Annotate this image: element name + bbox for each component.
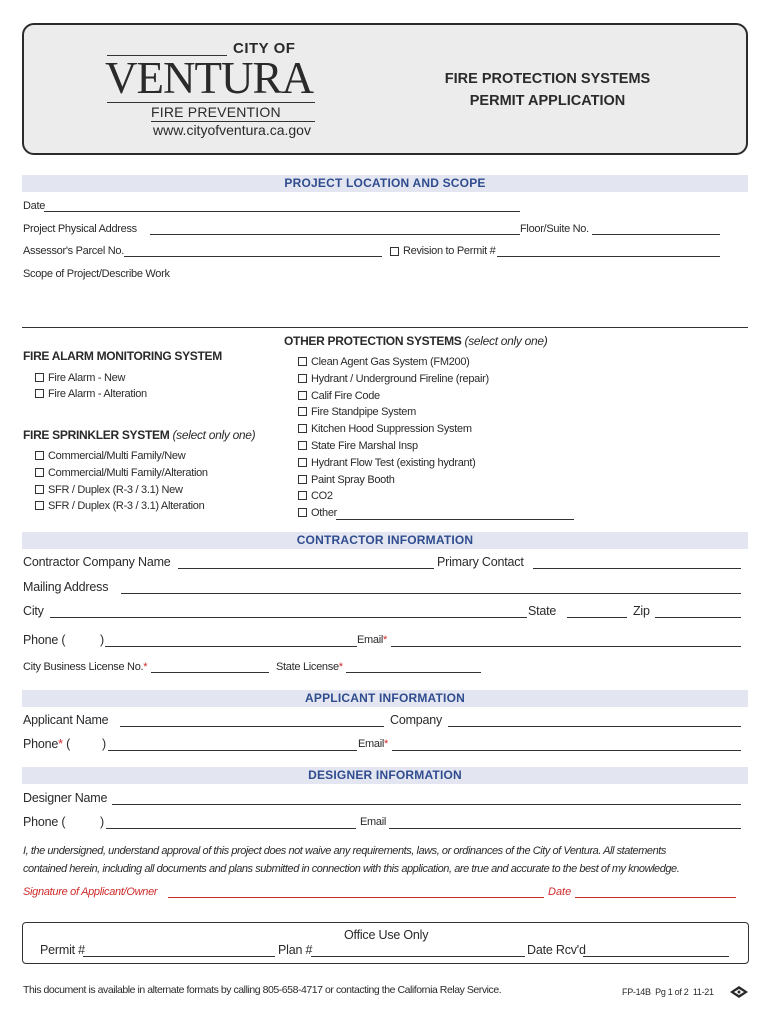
other-systems-title	[284, 334, 547, 348]
business-license-text: City Business License No.	[23, 661, 144, 673]
contractor-section-title: CONTRACTOR INFORMATION	[22, 532, 748, 549]
phone-open: (	[66, 737, 71, 751]
applicant-section-title: APPLICANT INFORMATION	[22, 690, 748, 707]
revision-checkbox[interactable]	[390, 247, 399, 256]
signature-label: Signature of Applicant/Owner	[23, 886, 158, 898]
other-option[interactable]	[298, 490, 333, 502]
floor-label: Floor/Suite No.	[520, 223, 589, 235]
declaration-line1: I, the undersigned, understand approval of this project does not waive any requirements, laws, or ordinances of the City of Ventura. All statements	[23, 845, 666, 857]
state-field[interactable]	[567, 617, 627, 618]
primary-contact-label: Primary Contact	[437, 555, 524, 569]
required-mark: *	[383, 634, 387, 646]
fire-alarm-option[interactable]	[35, 372, 125, 384]
address-label: Project Physical Address	[23, 223, 137, 235]
other-option[interactable]	[298, 406, 416, 418]
applicant-email-field[interactable]	[392, 750, 741, 751]
office-plan-label: Plan #	[278, 943, 313, 957]
applicant-name-label: Applicant Name	[23, 713, 109, 727]
email-label-text: Email	[357, 634, 384, 646]
state-license-label	[276, 661, 343, 673]
office-permit-field[interactable]	[83, 956, 275, 957]
other-systems-title-text: OTHER PROTECTION SYSTEMS	[284, 334, 462, 348]
footer-form-id	[622, 987, 714, 997]
sprinkler-option[interactable]	[35, 484, 183, 496]
option-label: Clean Agent Gas System (FM200)	[311, 356, 470, 368]
option-label: Hydrant / Underground Fireline (repair)	[311, 373, 489, 385]
form-title	[395, 68, 700, 112]
checkbox-icon[interactable]	[35, 451, 44, 460]
applicant-phone-field[interactable]	[108, 750, 357, 751]
logo-website: www.cityofventura.ca.gov	[153, 122, 311, 138]
checkbox-icon[interactable]	[298, 357, 307, 366]
other-option[interactable]	[298, 474, 395, 486]
other-option[interactable]	[298, 423, 472, 435]
checkbox-icon[interactable]	[35, 373, 44, 382]
business-license-label	[23, 661, 147, 673]
checkbox-icon[interactable]	[298, 407, 307, 416]
page-number: Pg 1 of 2	[655, 987, 689, 997]
declaration-line2: contained herein, including all documents and plans submitted in connection with this application, are true and accurate to the best of my knowledge.	[23, 863, 680, 875]
signature-date-field[interactable]	[575, 897, 736, 898]
contractor-company-label: Contractor Company Name	[23, 555, 171, 569]
business-license-field[interactable]	[151, 672, 269, 673]
logo-city-of: CITY OF	[233, 40, 296, 57]
option-label: Fire Alarm - New	[48, 372, 126, 384]
checkbox-icon[interactable]	[298, 458, 307, 467]
designer-phone-label: Phone (	[23, 815, 66, 829]
option-label: Calif Fire Code	[311, 390, 380, 402]
phone-label-text: Phone	[23, 737, 59, 751]
signature-field[interactable]	[168, 897, 544, 898]
form-title-line1: FIRE PROTECTION SYSTEMS	[444, 71, 651, 87]
scope-label: Scope of Project/Describe Work	[23, 268, 170, 280]
other-option[interactable]	[298, 457, 475, 469]
designer-name-label: Designer Name	[23, 791, 108, 805]
contractor-company-field[interactable]	[178, 568, 434, 569]
applicant-email-label	[358, 738, 388, 750]
other-option[interactable]	[298, 440, 418, 452]
designer-email-label: Email	[360, 816, 387, 828]
applicant-phone-close: )	[102, 737, 106, 751]
form-id: FP-14B	[622, 987, 651, 997]
fire-sprinkler-title	[23, 428, 255, 442]
option-label: SFR / Duplex (R-3 / 3.1) New	[48, 484, 183, 496]
project-section-title: PROJECT LOCATION AND SCOPE	[22, 175, 748, 192]
other-option[interactable]	[298, 507, 337, 519]
office-use-title: Office Use Only	[344, 928, 429, 942]
option-label: Hydrant Flow Test (existing hydrant)	[311, 457, 476, 469]
checkbox-icon[interactable]	[298, 491, 307, 500]
other-systems-note: (select only one)	[464, 334, 548, 348]
footer-notice: This document is available in alternate formats by calling 805-658-4717 or contacting the California Relay Service.	[23, 984, 502, 996]
contractor-email-label	[357, 634, 387, 646]
option-label: Paint Spray Booth	[311, 474, 395, 486]
option-label: State Fire Marshal Insp	[311, 440, 418, 452]
mailing-label: Mailing Address	[23, 580, 109, 594]
option-label: Fire Standpipe System	[311, 406, 416, 418]
office-permit-label: Permit #	[40, 943, 85, 957]
checkbox-icon[interactable]	[298, 441, 307, 450]
city-field[interactable]	[50, 617, 527, 618]
required-mark: *	[58, 737, 63, 751]
option-label: CO2	[311, 490, 333, 502]
option-label: Other	[311, 507, 338, 519]
state-label: State	[528, 604, 557, 618]
designer-phone-field[interactable]	[106, 828, 356, 829]
form-title-line2: PERMIT APPLICATION	[469, 93, 626, 109]
fire-sprinkler-title-text: FIRE SPRINKLER SYSTEM	[23, 428, 170, 442]
option-label: Kitchen Hood Suppression System	[311, 423, 472, 435]
other-option[interactable]	[298, 390, 380, 402]
floor-field[interactable]	[592, 234, 720, 235]
contractor-email-field[interactable]	[391, 646, 741, 647]
parcel-label: Assessor's Parcel No.	[23, 245, 124, 257]
option-label: Commercial/Multi Family/New	[48, 450, 186, 462]
checkbox-icon[interactable]	[298, 508, 307, 517]
required-mark: *	[143, 661, 148, 673]
revision-date: 11-21	[692, 987, 714, 997]
required-mark: *	[338, 661, 343, 673]
applicant-company-label: Company	[390, 713, 443, 727]
city-label: City	[23, 604, 44, 618]
contractor-phone-label: Phone (	[23, 633, 66, 647]
checkbox-icon[interactable]	[298, 374, 307, 383]
checkbox-icon[interactable]	[298, 391, 307, 400]
other-field[interactable]	[336, 519, 574, 520]
logo-ventura: VENTURA	[105, 53, 313, 103]
date-label: Date	[23, 200, 46, 212]
fire-sprinkler-note: (select only one)	[172, 428, 256, 442]
state-license-text: State License	[276, 661, 339, 673]
scope-divider	[22, 327, 748, 328]
other-option[interactable]	[298, 356, 470, 368]
mailing-field[interactable]	[121, 593, 741, 594]
sprinkler-option[interactable]	[35, 467, 208, 479]
applicant-phone-label	[23, 737, 70, 751]
accessibility-icon	[729, 985, 749, 999]
date-field[interactable]	[44, 211, 520, 212]
state-license-field[interactable]	[346, 672, 481, 673]
logo-fire-prevention: FIRE PREVENTION	[151, 104, 281, 120]
designer-email-field[interactable]	[389, 828, 741, 829]
applicant-name-field[interactable]	[120, 726, 384, 727]
checkbox-icon[interactable]	[35, 485, 44, 494]
checkbox-icon[interactable]	[298, 424, 307, 433]
checkbox-icon[interactable]	[35, 501, 44, 510]
option-label: SFR / Duplex (R-3 / 3.1) Alteration	[48, 500, 205, 512]
fire-alarm-title: FIRE ALARM MONITORING SYSTEM	[23, 349, 222, 363]
checkbox-icon[interactable]	[35, 468, 44, 477]
signature-date-label: Date	[548, 886, 572, 898]
checkbox-icon[interactable]	[35, 389, 44, 398]
primary-contact-field[interactable]	[533, 568, 741, 569]
option-label: Commercial/Multi Family/Alteration	[48, 467, 208, 479]
revision-label: Revision to Permit #	[403, 245, 496, 257]
office-date-rcvd-field[interactable]	[583, 956, 729, 957]
option-label: Fire Alarm - Alteration	[48, 388, 147, 400]
sprinkler-option[interactable]	[35, 450, 185, 462]
fire-alarm-option[interactable]	[35, 388, 147, 400]
designer-name-field[interactable]	[112, 804, 741, 805]
office-plan-field[interactable]	[311, 956, 525, 957]
contractor-phone-close: )	[100, 633, 104, 647]
revision-field[interactable]	[497, 256, 720, 257]
other-option[interactable]	[298, 373, 489, 385]
sprinkler-option[interactable]	[35, 500, 204, 512]
email-label-text: Email	[358, 738, 385, 750]
applicant-company-field[interactable]	[448, 726, 741, 727]
checkbox-icon[interactable]	[298, 475, 307, 484]
zip-label: Zip	[633, 604, 650, 618]
office-date-rcvd-label: Date Rcv'd	[527, 943, 586, 957]
parcel-field[interactable]	[124, 256, 382, 257]
address-field[interactable]	[150, 234, 520, 235]
city-logo	[105, 38, 325, 143]
contractor-phone-field[interactable]	[105, 646, 357, 647]
designer-phone-close: )	[100, 815, 104, 829]
zip-field[interactable]	[655, 617, 741, 618]
required-mark: *	[384, 738, 388, 750]
designer-section-title: DESIGNER INFORMATION	[22, 767, 748, 784]
